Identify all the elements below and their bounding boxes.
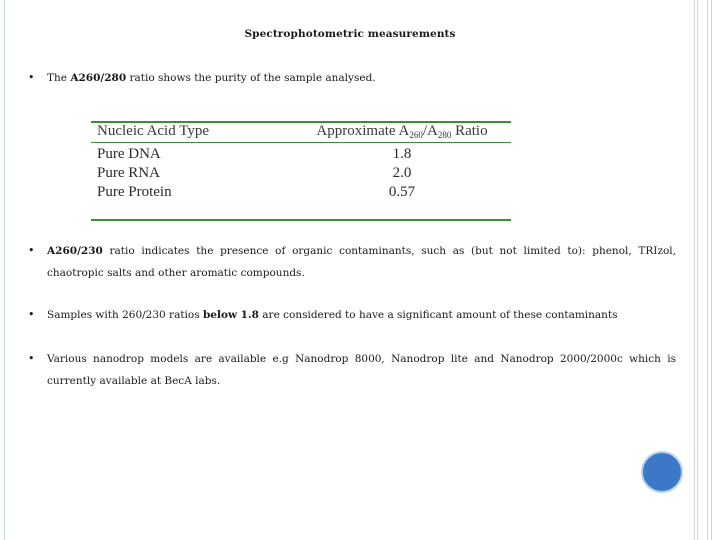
- header-ratio-prefix: Approximate A: [316, 123, 410, 139]
- bullet-marker: •: [28, 71, 35, 84]
- frame-rail-right-1: [697, 0, 698, 540]
- bullet-text-bold: below 1.8: [202, 309, 259, 321]
- bullet-threshold: [28, 304, 676, 326]
- ratio-table: [91, 121, 511, 221]
- bullet-text-pre: Samples with 260/230 ratios: [47, 309, 203, 321]
- cell-ratio: 2.0: [392, 165, 412, 181]
- header-ratio-mid: /A: [422, 123, 438, 139]
- header-nucleic-acid-type: Nucleic Acid Type: [97, 123, 209, 139]
- bullet-text-post: ratio shows the purity of the sample analysed.: [126, 72, 376, 84]
- bullet-nanodrop-models: [28, 348, 676, 392]
- slide-title: Spectrophotometric measurements: [244, 28, 456, 40]
- cell-type: Pure RNA: [97, 165, 160, 181]
- bullet-text: [47, 240, 676, 284]
- bullet-purity: [28, 67, 676, 89]
- table-bottom-rule: [91, 219, 511, 221]
- decorative-circle: [641, 451, 683, 493]
- bullet-text-post: Various nanodrop models are available e.g Nanodrop 8000, Nanodrop lite and Nanodrop 2000/2000c which is currently available at BecA labs.: [47, 353, 676, 387]
- bullet-text-bold: A260/230: [47, 245, 103, 257]
- bullet-text-post: ratio indicates the presence of organic contaminants, such as (but not limited to): phenol, TRIzol, chaotropic salts and other aromatic compounds.: [47, 245, 676, 279]
- cell-ratio: 0.57: [388, 184, 416, 200]
- bullet-text: [47, 348, 676, 392]
- cell-ratio: 1.8: [392, 146, 412, 162]
- header-ratio-sub1: 260: [409, 130, 423, 140]
- frame-rail-right-2: [707, 0, 708, 540]
- frame-rail-right-3: [711, 0, 712, 540]
- bullet-marker: •: [28, 308, 35, 321]
- bullet-text: [47, 304, 676, 326]
- bullet-marker: •: [28, 244, 35, 257]
- bullet-text-bold: A260/280: [70, 72, 127, 84]
- cell-type: Pure Protein: [97, 184, 172, 200]
- bullet-contaminants: [28, 240, 676, 284]
- bullet-text-post: are considered to have a significant amount of these contaminants: [258, 309, 618, 321]
- header-ratio-sub2: 280: [437, 130, 452, 140]
- header-ratio-suffix: Ratio: [451, 123, 488, 139]
- table-header-rule: [91, 142, 511, 143]
- bullet-text: [47, 67, 676, 89]
- bullet-marker: •: [28, 352, 35, 365]
- cell-type: Pure DNA: [97, 146, 161, 162]
- frame-rail-left: [4, 0, 5, 540]
- bullet-text-pre: The: [47, 72, 71, 84]
